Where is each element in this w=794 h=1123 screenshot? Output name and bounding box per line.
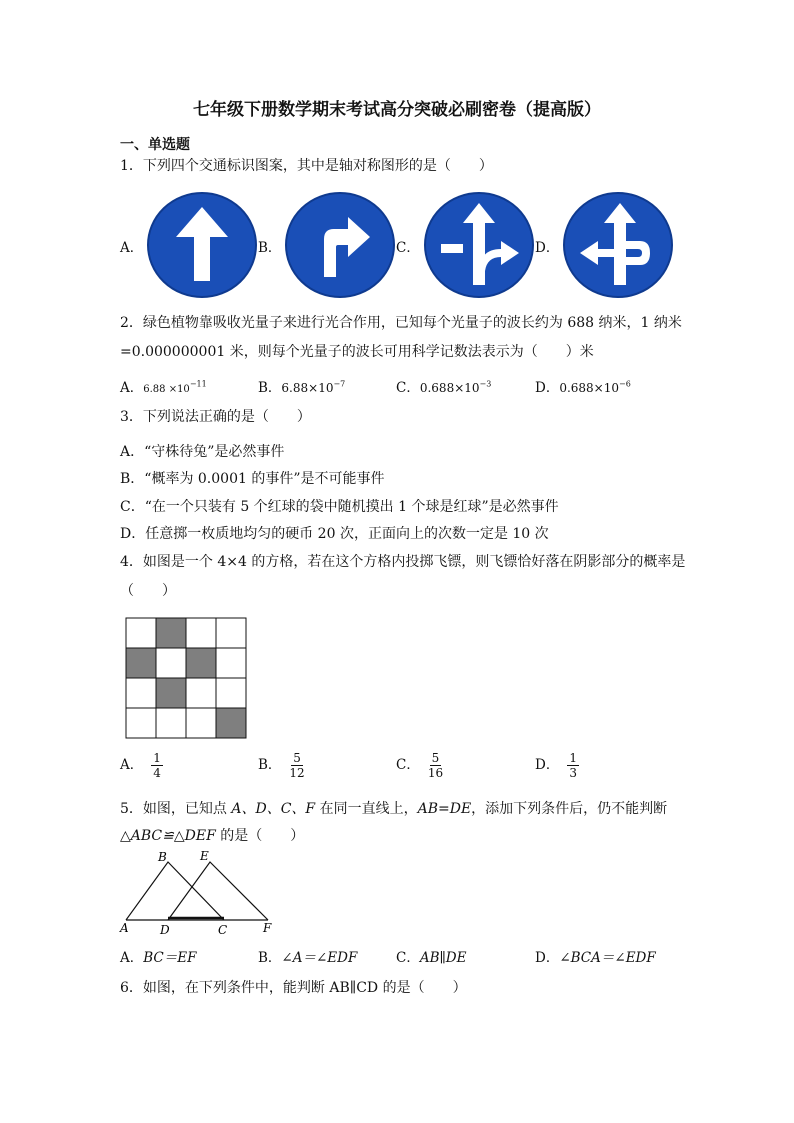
grid-cell: [216, 648, 246, 678]
point-label-a: A: [120, 921, 129, 935]
grid-cell-shaded: [186, 648, 216, 678]
grid-cell-shaded: [156, 618, 186, 648]
point-label-f: F: [263, 921, 272, 935]
point-label-b: B: [158, 850, 167, 864]
grid-cell-shaded: [156, 678, 186, 708]
q5-option-b: B．∠A＝∠EDF: [258, 950, 358, 966]
q1-label-a: A．: [120, 240, 144, 256]
point-label-c: C: [218, 923, 228, 937]
point-label-e: E: [200, 849, 209, 863]
grid-cell: [186, 678, 216, 708]
q4-option-d: D． $\frac{1}{3}$: [535, 751, 577, 780]
page-title: 七年级下册数学期末考试高分突破必刷密卷（提高版）: [193, 100, 601, 120]
q3-option-a: A．“守株待兔”是必然事件: [120, 444, 285, 460]
q2-stem-line1: 2．绿色植物靠吸收光量子来进行光合作用，已知每个光量子的波长约为 688 纳米，1 纳米: [120, 315, 682, 331]
triangle-figure: [118, 846, 278, 938]
q2-option-d: D．$0.688\times 10^{-6}$: [535, 379, 631, 396]
q6-stem: 6．如图，在下列条件中，能判断 AB∥CD 的是（ ）: [120, 980, 467, 996]
grid-cell: [156, 708, 186, 738]
grid-cell-shaded: [126, 648, 156, 678]
right-turn-arrow-icon: [284, 191, 396, 299]
section-heading: 一、单选题: [120, 137, 190, 153]
grid-cell: [126, 678, 156, 708]
q2-option-c: C．$0.688\times 10^{-3}$: [396, 379, 492, 396]
straight-arrow-icon: [146, 191, 258, 299]
q3-option-d: D．任意掷一枚质地均匀的硬币 20 次，正面向上的次数一定是 10 次: [120, 526, 549, 542]
q3-option-b: B．“概率为 0.0001 的事件”是不可能事件: [120, 471, 385, 487]
q3-option-c: C．“在一个只装有 5 个红球的袋中随机摸出 1 个球是红球”是必然事件: [120, 499, 559, 515]
q4-stem-line2: （ ）: [120, 583, 176, 599]
q2-option-b: B．$6.88\times 10^{-7}$: [258, 379, 346, 396]
q5-stem-line2: △ABC≌△DEF 的是（ ）: [120, 828, 305, 844]
grid-cell: [126, 708, 156, 738]
straight-or-left-branch-icon: [562, 191, 674, 299]
grid-cell: [156, 648, 186, 678]
q5-option-d: D．∠BCA＝∠EDF: [535, 950, 656, 966]
grid-cell: [186, 708, 216, 738]
q5-option-a: A．BC＝EF: [120, 950, 197, 966]
grid-figure: [124, 616, 248, 740]
q1-stem: 1．下列四个交通标识图案，其中是轴对称图形的是（ ）: [120, 158, 493, 174]
q2-option-a: A．$6.88 \times 10^{-11}$: [120, 379, 207, 396]
q5-option-c: C．AB∥DE: [396, 950, 467, 966]
q2-stem-line2: =0.000000001 米，则每个光量子的波长可用科学记数法表示为（ ）米: [120, 344, 594, 360]
q4-option-c: C． $\frac{5}{16}$: [396, 751, 444, 780]
q4-option-b: B． $\frac{5}{12}$: [258, 751, 305, 780]
grid-cell: [216, 678, 246, 708]
q4-option-a: A． $\frac{1}{4}$: [120, 751, 161, 780]
grid-cell: [216, 618, 246, 648]
grid-cell-shaded: [216, 708, 246, 738]
q4-stem-line1: 4．如图是一个 4×4 的方格，若在这个方格内投掷飞镖，则飞镖恰好落在阴影部分的概率是: [120, 554, 686, 570]
grid-cell: [126, 618, 156, 648]
grid-cell: [186, 618, 216, 648]
q5-stem-line1: 5．如图，已知点 A、D、C、F 在同一直线上，AB=DE，添加下列条件后，仍不能判断: [120, 801, 668, 817]
point-label-d: D: [160, 923, 170, 937]
straight-or-right-branch-icon: [423, 191, 535, 299]
q1-label-b: B．: [258, 240, 282, 256]
q1-label-c: C．: [396, 240, 420, 256]
q3-stem: 3．下列说法正确的是（ ）: [120, 409, 311, 425]
q1-label-d: D．: [535, 240, 560, 256]
